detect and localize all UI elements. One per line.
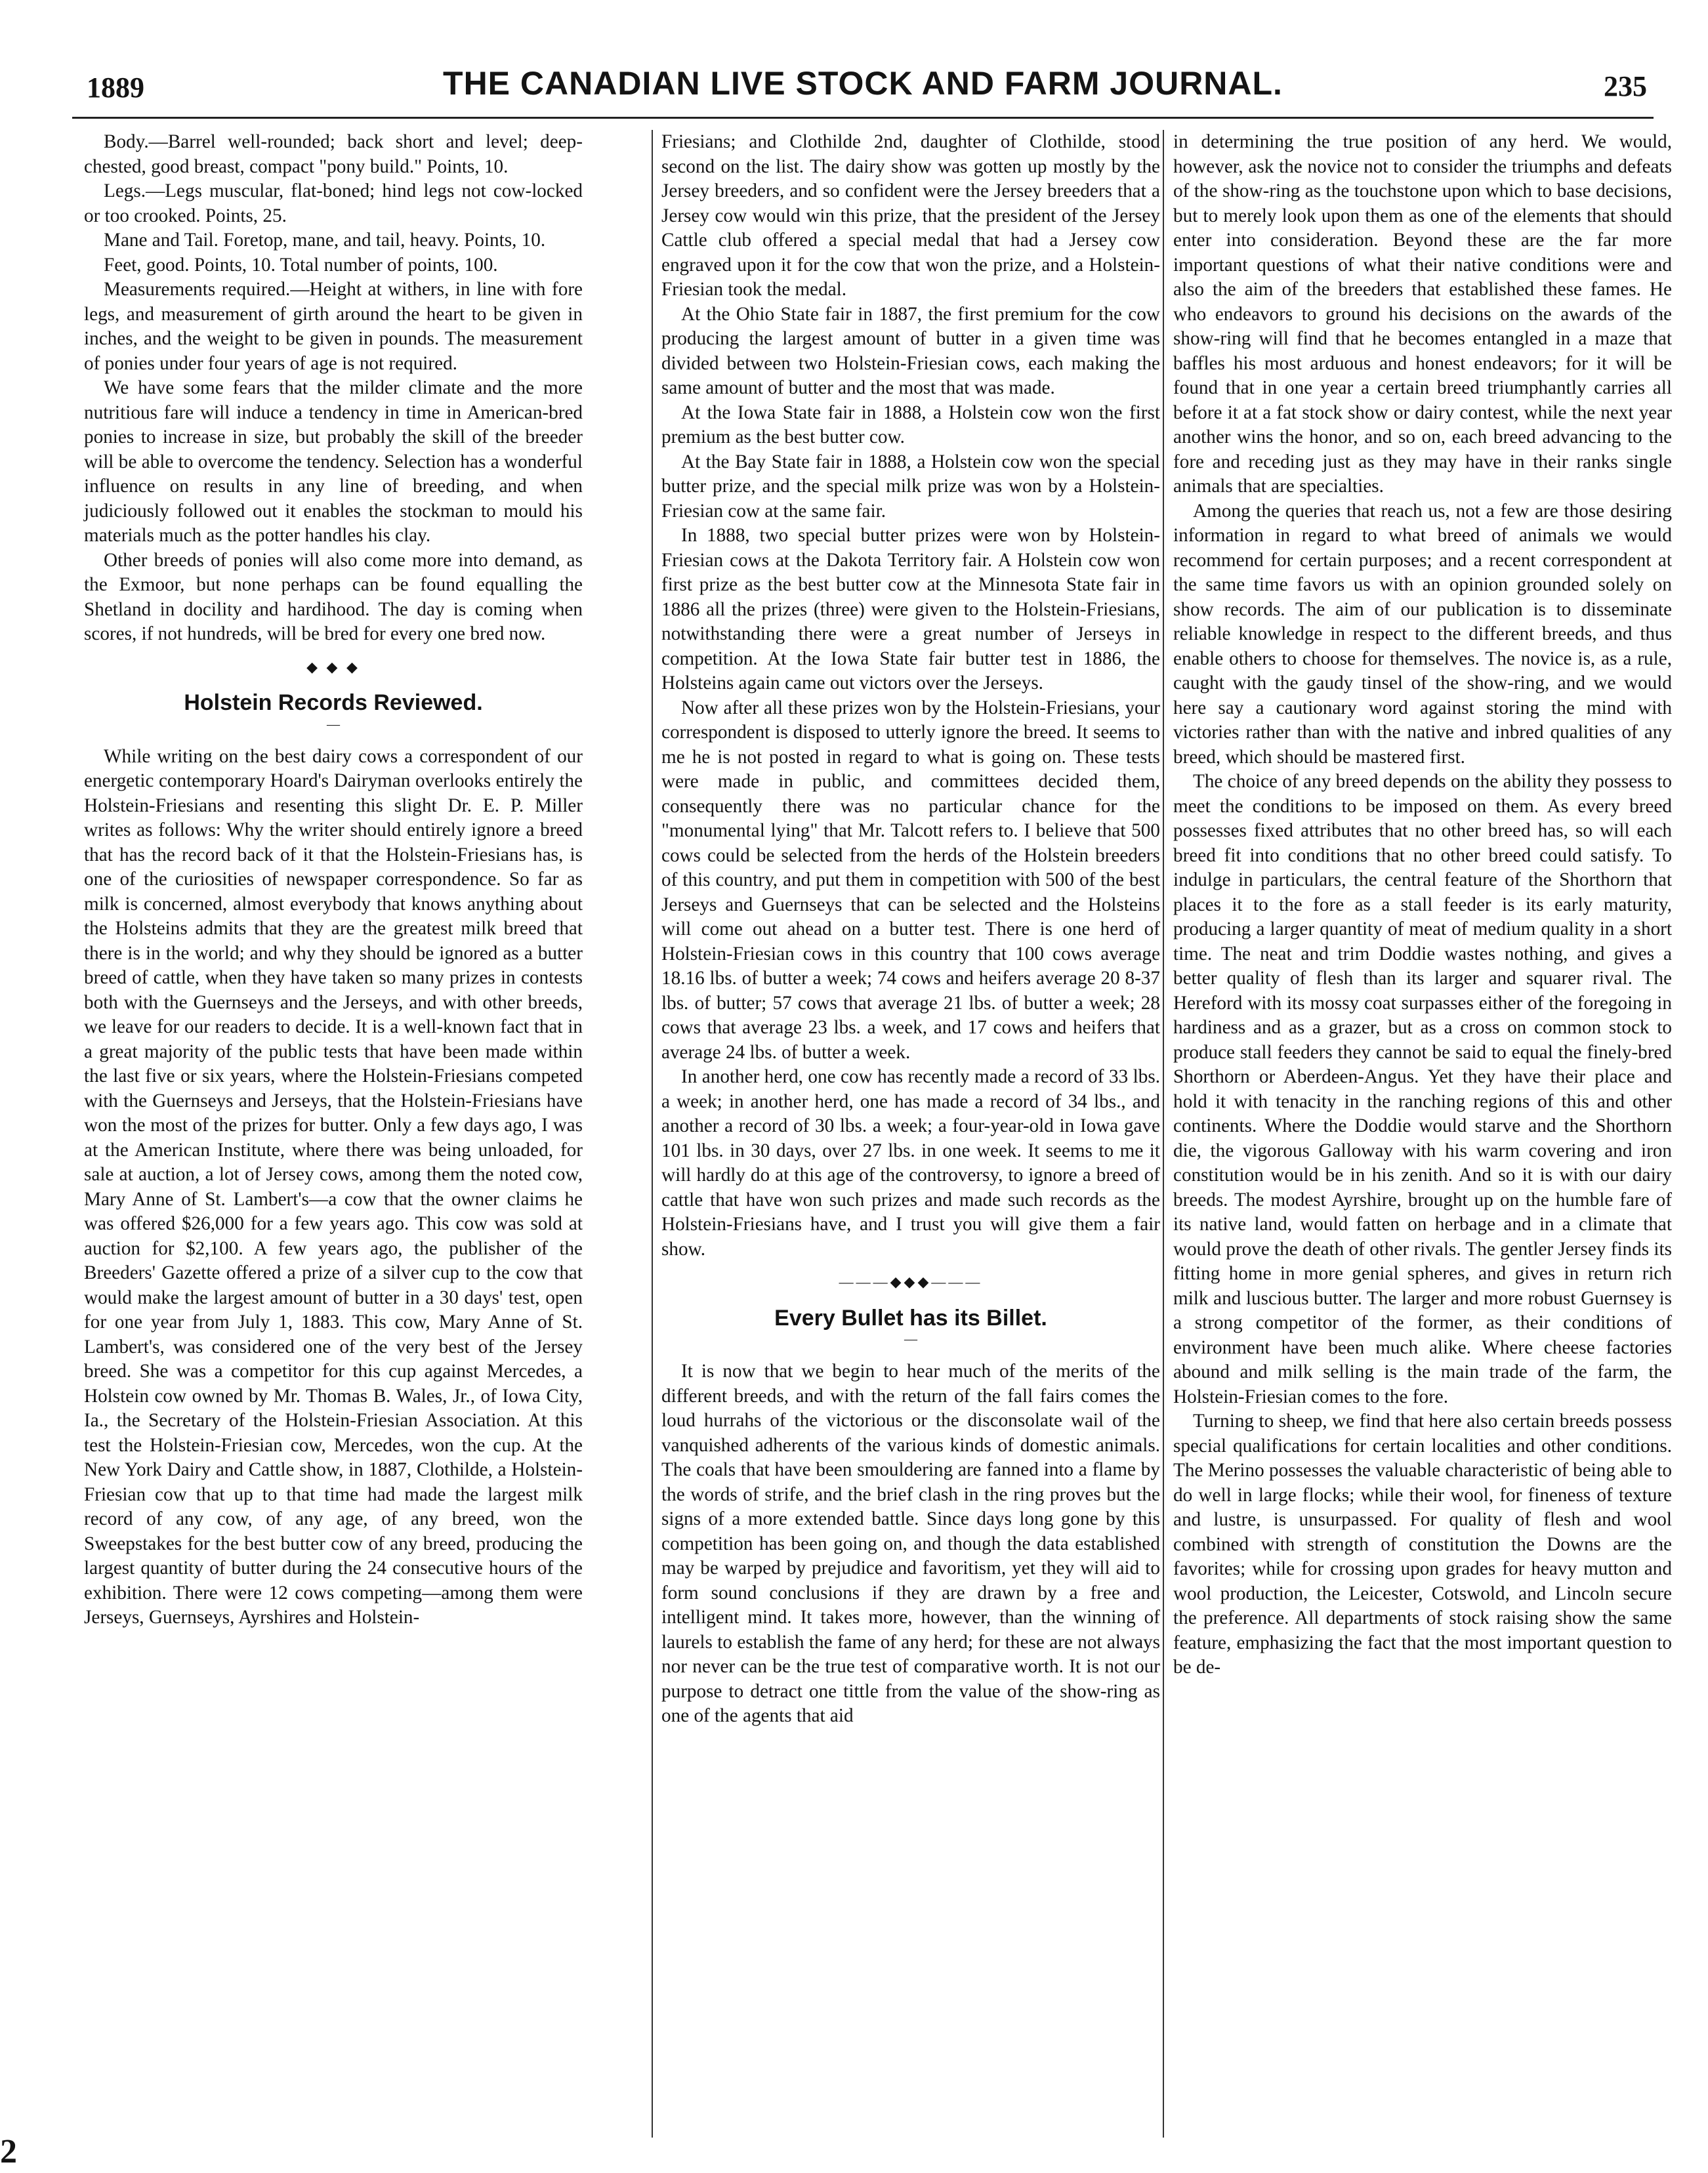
holstein-continued-paragraph: Friesians; and Clothilde 2nd, daughter of Clothilde, stood second on the list. The dairy show was gotten up mostly by the Jersey breeders, and so confident were the Jersey breeders that a Jersey cow would win this prize, that the president of the Jersey Cattle club offered a special medal that had a Jersey cow engraved upon it for the cow that won the prize, and a Holstein-Friesian took the medal. — [661, 131, 1160, 300]
ohio-fair-paragraph: At the Ohio State fair in 1887, the first premium for the cow producing the largest amount of butter in a given time was divided between two Holstein-Friesian cows, each making the same amount of butter and the most that was made. — [661, 303, 1160, 398]
choice-of-breed-paragraph: The choice of any breed depends on the ability they possess to meet the conditions to be imposed on them. As every breed possesses fixed attributes that no other breed has, so will each breed fit into conditions that no other breed could satisfy. To indulge in particulars, the central feature of the Shorthorn that places it to the fore as a stall feeder is its early maturity, producing a larger quantity of meat of medium quality in a short time. The neat and trim Doddie wastes nothing, and gives a better quality of flesh than its larger and squarer rival. The Hereford with its mossy coat surpasses either of the foregoing in hardiness and as a grazer, but as a cross on common stock to produce stall feeders they cannot be said to equal the finely-bred Shorthorn or Aberdeen-Angus. Yet they have their place and hold it with tenacity in the ranching regions of this and other continents. Where the Doddie would starve and the Shorthorn die, the vigorous Galloway with his warm covering and iron constitution would be in his zenith. And so it is with our dairy breeds. The modest Ayrshire, brought up on the humble fare of its native land, would fatten on herbage and in a climate that would prove the death of other rivals. The gentler Jersey finds its fitting home in more genial spheres, and gives in return rich milk and luscious butter. The larger and more robust Guernsey is a strong competitor of the former, as their conditions of environment have been much alike. Where cheese factories abound and milk selling is the main trade of the farm, the Holstein-Friesian comes to the fore. — [1173, 771, 1672, 1407]
another-herd-paragraph: In another herd, one cow has recently made a record of 33 lbs. a week; in another herd, one has made a record of 34 lbs., and another a record of 30 lbs. a week; a four-year-old in Iowa gave 101 lbs. in 30 days, over 27 lbs. in one week. It seems to me it will hardly do at this age of the controversy, to ignore a breed of cattle that have won such prizes and made such records as the Holstein-Friesians have, and I trust you will give them a fair show. — [661, 1066, 1160, 1260]
prizes-won-paragraph: Now after all these prizes won by the Holstein-Friesians, your correspondent is disposed to utterly ignore the breed. It seems to me he is not posted in regard to what is going on. These tests were made in public, and committees decided them, consequently there was no particular chance for the "monumental lying" that Mr. Talcott refers to. I believe that 500 cows could be selected from the herds of the Holstein breeders of this country, and put them in competition with 500 of the best Jerseys and Guernseys that can be selected and the Holsteins will come out ahead on a butter test. There is one herd of Holstein-Friesian cows in this country that 100 cows average 18.16 lbs. of butter a week; 74 cows and heifers average 20 8-37 lbs. of butter; 57 cows that average 21 lbs. of butter a week; 28 cows that average 23 lbs. a week, and 17 cows and heifers that average 24 lbs. of butter a week. — [661, 697, 1160, 1063]
header-year: 1889 — [87, 72, 144, 104]
sheep-paragraph: Turning to sheep, we find that here also certain breeds possess special qualifications for certain localities and other conditions. The Merino possesses the valuable characteristic of being able to do well in large flocks; while their wool, for fineness of texture and lustre, is unsurpassed. For quality of flesh and wool combined with strength of constitution the Downs are the favorites; while for crossing upon grades for heavy mutton and wool production, the Leicester, Cotswold, and Lincoln secure the preference. All departments of stock raising show the same feature, emphasizing the fact that the most important question to be de- — [1173, 1411, 1672, 1678]
column-rule — [652, 130, 653, 2138]
heading-dash: — — [904, 1332, 917, 1346]
pony-body-paragraph: Body.—Barrel well-rounded; back short and level; deep-chested, good breast, compact "pony build." Points, 10. — [84, 131, 583, 177]
dakota-fair-paragraph: In 1888, two special butter prizes were won by Holstein-Friesian cows at the Dakota Territory fair. A Holstein cow won first prize as the best butter cow at the Minnesota State fair in 1886 all the prizes (three) were given to the Holstein-Friesians, notwithstanding there were a great number of Jerseys in competition. At the Iowa State fair butter test in 1886, the Holsteins again came out victors over the Jerseys. — [661, 525, 1160, 693]
holstein-article-paragraph: While writing on the best dairy cows a correspondent of our energetic contemporary Hoard's Dairyman overlooks entirely the Holstein-Friesians and resenting this slight Dr. E. P. Miller writes as follows: Why the writer should entirely ignore a breed that has the record back of it that the Holstein-Friesians has, is one of the curiosities of newspaper correspondence. So far as milk is concerned, almost everybody that knows anything about the Holsteins admits that they are the greatest milk breed that there is in the world; and why they should be ignored as a butter breed of cattle, when they have taken so many prizes in contests both with the Guernseys and the Jerseys, and with other breeds, we leave for our readers to decide. It is a well-known fact that in a great majority of the public tests that have been made within the last five or six years, where the Holstein-Friesians competed with the Guernseys and Jerseys, that the Holstein-Friesians have won the most of the prizes for butter. Only a few days ago, I was at the American Institute, where there was being unloaded, for sale at auction, a lot of Jersey cows, among them the noted cow, Mary Anne of St. Lambert's—a cow that the owner claims he was offered $26,000 for a few years ago. This cow was sold at auction for $2,100. A few years ago, the publisher of the Breeders' Gazette offered a prize of a silver cup to the cow that would make the largest amount of butter in a 30 days' test, open for one year from July 1, 1883. This cow, Mary Anne of St. Lambert's, was considered one of the very best of the Jersey breed. She was a competitor for this cup against Mercedes, a Holstein cow owned by Mr. Thomas B. Wales, Jr., of Iowa City, Ia., the Secretary of the Holstein-Friesian Association. At this test the Holstein-Friesian cow, Mercedes, won the cup. At the New York Dairy and Cattle show, in 1887, Clothilde, a Holstein-Friesian cow that up to that time had made the largest milk record of any cow, of any age, of any breed, won the Sweepstakes for the best butter cow of any breed, producing the largest quantity of butter during the 24 consecutive hours of the exhibition. There were 12 cows competing—among them were Jerseys, Guernseys, Ayrshires and Holstein- — [84, 745, 583, 1628]
pony-climate-paragraph: We have some fears that the milder climate and the more nutritious fare will induce a tendency in time in American-bred ponies to increase in size, but probably the skill of the breeder will be able to overcome the tendency. Selection has a wonderful influence on results in any line of breeding, and when judiciously followed out it enables the stockman to mould his materials much as the potter handles his clay. — [84, 377, 583, 546]
pony-legs-paragraph: Legs.—Legs muscular, flat-boned; hind legs not cow-locked or too crooked. Points, 25. — [84, 180, 583, 226]
column-2 — [661, 130, 1160, 1729]
billet-article-paragraph: It is now that we begin to hear much of the merits of the different breeds, and with the return of the fall fairs comes the loud hurrahs of the victorious or the disconsolate wail of the vanquished adherents of the various kinds of domestic animals. The coals that have been smouldering are fanned into a flame by the words of strife, and the brief clash in the ring proves but the signs of a more extended battle. Since days long gone by this competition has been going on, and though the data established may be warped by prejudice and favoritism, yet they will aid to form sound conclusions if they are drawn by a free and intelligent mind. It takes more, however, than the winning of laurels to establish the fame of any herd; for these are not always nor never can be the true test of comparative worth. It is not our purpose to detract one tittle from the value of the show-ring as one of the agents that aid — [661, 1361, 1160, 1726]
bay-state-fair-paragraph: At the Bay State fair in 1888, a Holstein cow won the special butter prize, and the special milk prize was won by a Holstein-Friesian cow at the same fair. — [661, 451, 1160, 522]
section-ornament: ———◆◆◆——— — [839, 1273, 983, 1290]
pony-feet-paragraph: Feet, good. Points, 10. Total number of points, 100. — [104, 254, 498, 276]
pony-mane-paragraph: Mane and Tail. Foretop, mane, and tail, heavy. Points, 10. — [104, 230, 546, 251]
pony-measurements-paragraph: Measurements required.—Height at withers, in line with fore legs, and measurement of girth around the heart to be given in inches, and the weight to be given in pounds. The measurement of ponies under four years of age is not required. — [84, 279, 583, 374]
journal-title: THE CANADIAN LIVE STOCK AND FARM JOURNAL. — [443, 65, 1283, 102]
show-ring-paragraph: in determining the true position of any herd. We would, however, ask the novice not to consider the triumphs and defeats of the show-ring as the touchstone upon which to base decisions, but to merely look upon them as one of the elements that should enter into consideration. Beyond these are the far more important questions of what their native conditions were and also the aim of the breeders that established these fames. He who endeavors to ground his decisions on the awards of the show-ring will find that he becomes entangled in a maze that baffles his most arduous and honest endeavors; for it will be found that in one year a certain breed triumphantly carries all before it at a fat stock show or dairy contest, while the next year another wins the honor, and so on, each breed advancing to the fore and receding just as they may have in their ranks single animals that are specialties. — [1173, 131, 1672, 497]
queries-paragraph: Among the queries that reach us, not a few are those desiring information in regard to what breed of animals we would recommend for certain purposes; and a recent correspondent at the same time favors us with an opinion grounded solely on show records. The aim of our publication is to disseminate reliable knowledge in respect to the different breeds, and thus enable others to choose for themselves. The novice is, as a rule, caught with the gaudy tinsel of the show-ring, and we would here say a cautionary word against storing the mind with victories rather than with the native and inbred qualities of any breed, which should be mastered first. — [1173, 500, 1672, 768]
column-3 — [1173, 130, 1672, 1680]
page-header — [72, 64, 1654, 119]
column-1 — [84, 130, 583, 1630]
section-ornament: ◆ ◆ ◆ — [306, 658, 360, 675]
margin-mark: 2 — [0, 2133, 17, 2170]
heading-dash: — — [327, 716, 340, 732]
pony-breeds-paragraph: Other breeds of ponies will also come more into demand, as the Exmoor, but none perhaps can be found equalling the Shetland in docility and hardihood. The day is coming when scores, if not hundreds, will be bred for every one bred now. — [84, 549, 583, 644]
bullet-billet-heading: Every Bullet has its Billet. — [774, 1305, 1047, 1331]
holstein-records-heading: Holstein Records Reviewed. — [184, 690, 483, 715]
page-number: 235 — [1604, 70, 1647, 102]
column-rule — [1163, 130, 1164, 2138]
iowa-fair-paragraph: At the Iowa State fair in 1888, a Holstein cow won the first premium as the best butter cow. — [661, 402, 1160, 447]
